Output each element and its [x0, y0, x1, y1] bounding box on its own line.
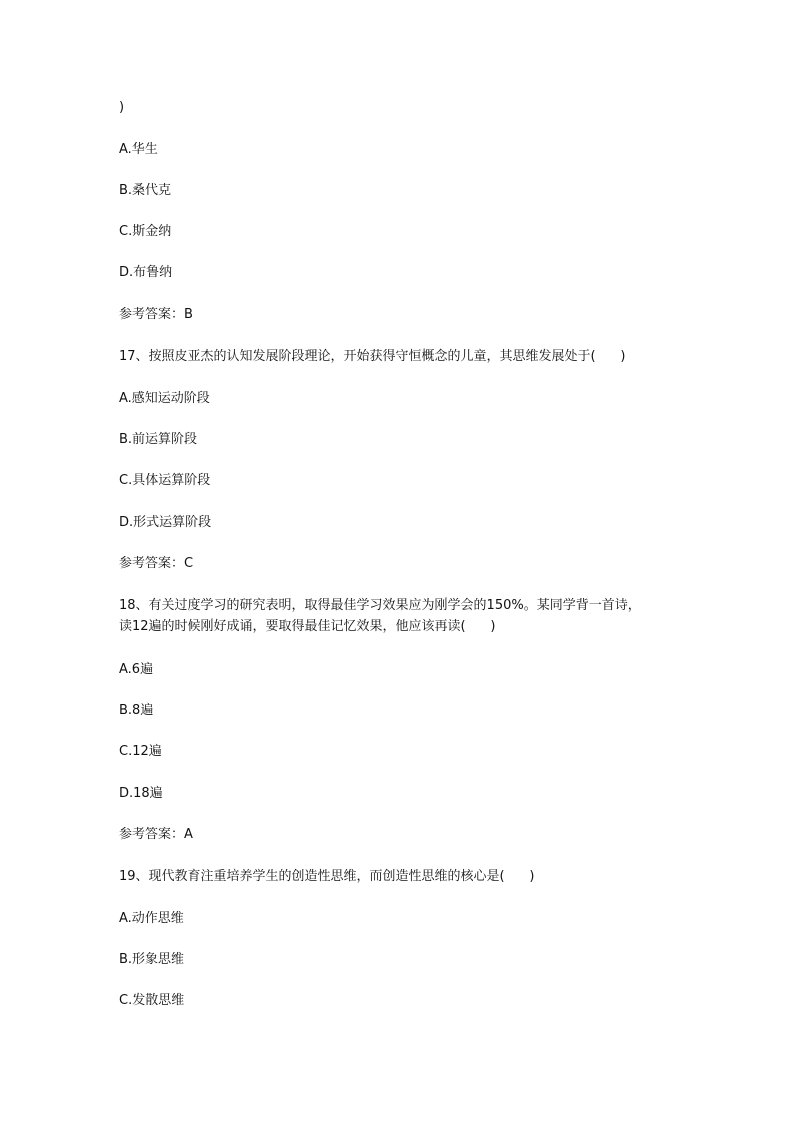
previous-question-tail: )	[119, 100, 125, 115]
q18-option-a: A.6遍	[119, 662, 154, 677]
q17-option-c: C.具体运算阶段	[119, 473, 211, 488]
q19-option-c: C.发散思维	[119, 993, 185, 1008]
q18-stem-line1: 18、有关过度学习的研究表明，取得最佳学习效果应为刚学会的150%。某同学背一首诗，	[119, 598, 641, 613]
q17-stem: 17、按照皮亚杰的认知发展阶段理论，开始获得守恒概念的儿童，其思维发展处于( )	[119, 349, 626, 364]
q18-stem-line2: 读12遍的时候刚好成诵，要取得最佳记忆效果，他应该再读( )	[119, 619, 496, 634]
q18-option-d: D.18遍	[119, 786, 163, 801]
q17-option-b: B.前运算阶段	[119, 432, 198, 447]
q16-option-c: C.斯金纳	[119, 224, 172, 239]
q18-option-c: C.12遍	[119, 744, 162, 759]
q19-option-a: A.动作思维	[119, 911, 184, 926]
q19-stem: 19、现代教育注重培养学生的创造性思维，而创造性思维的核心是( )	[119, 869, 535, 884]
q17-option-a: A.感知运动阶段	[119, 391, 210, 406]
q16-answer: 参考答案：B	[119, 307, 193, 322]
q18-answer: 参考答案：A	[119, 827, 193, 842]
q16-option-b: B.桑代克	[119, 183, 172, 198]
q18-option-b: B.8遍	[119, 703, 154, 718]
q16-option-a: A.华生	[119, 142, 158, 157]
q19-option-b: B.形象思维	[119, 952, 185, 967]
q16-option-d: D.布鲁纳	[119, 265, 173, 280]
q17-option-d: D.形式运算阶段	[119, 515, 212, 530]
q17-answer: 参考答案：C	[119, 556, 194, 571]
